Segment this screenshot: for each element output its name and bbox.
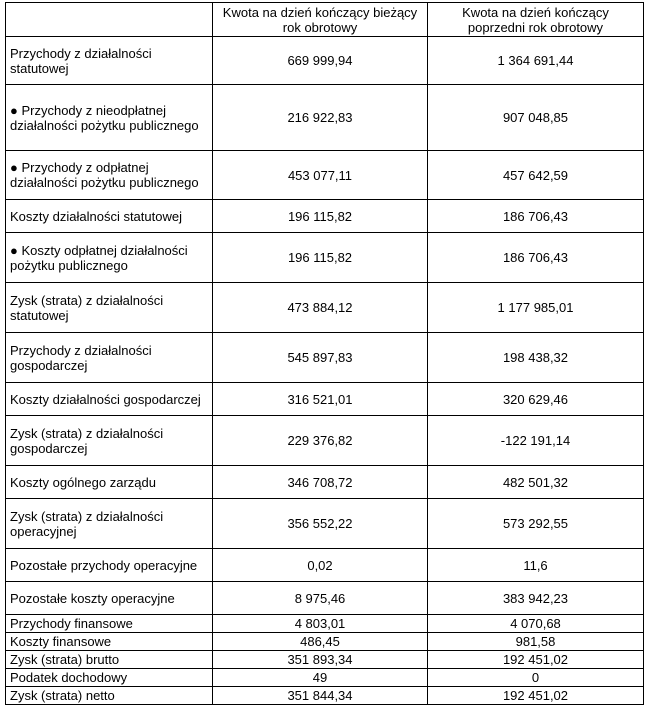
row-label: Koszty ogólnego zarządu xyxy=(6,466,213,499)
previous-year-value: 192 451,02 xyxy=(428,651,644,669)
row-label: ● Przychody z odpłatnej działalności pożytku publicznego xyxy=(6,151,213,200)
current-year-value: 453 077,11 xyxy=(213,151,428,200)
row-label: Koszty działalności statutowej xyxy=(6,200,213,233)
current-year-value: 196 115,82 xyxy=(213,200,428,233)
table-row xyxy=(6,651,644,669)
previous-year-value: 11,6 xyxy=(428,549,644,582)
current-year-value: 0,02 xyxy=(213,549,428,582)
table-row xyxy=(6,85,644,151)
table-row xyxy=(6,283,644,333)
table-row xyxy=(6,499,644,549)
row-label: Pozostałe przychody operacyjne xyxy=(6,549,213,582)
current-year-value: 49 xyxy=(213,669,428,687)
row-label: Przychody z działalności gospodarczej xyxy=(6,333,213,383)
table-row xyxy=(6,669,644,687)
previous-year-value: 4 070,68 xyxy=(428,615,644,633)
current-year-value: 486,45 xyxy=(213,633,428,651)
current-year-value: 8 975,46 xyxy=(213,582,428,615)
header-label-cell xyxy=(6,3,213,37)
table-header-row xyxy=(6,3,644,37)
table-row xyxy=(6,200,644,233)
previous-year-value: 192 451,02 xyxy=(428,687,644,705)
previous-year-value: 1 364 691,44 xyxy=(428,37,644,85)
row-label: ● Przychody z nieodpłatnej działalności pożytku publicznego xyxy=(6,85,213,151)
row-label: Zysk (strata) z działalności statutowej xyxy=(6,283,213,333)
current-year-value: 351 844,34 xyxy=(213,687,428,705)
table-row xyxy=(6,37,644,85)
previous-year-value: 0 xyxy=(428,669,644,687)
row-label: Pozostałe koszty operacyjne xyxy=(6,582,213,615)
current-year-value: 316 521,01 xyxy=(213,383,428,416)
table-row xyxy=(6,151,644,200)
table-row xyxy=(6,466,644,499)
financial-table xyxy=(5,2,644,705)
row-label: Zysk (strata) netto xyxy=(6,687,213,705)
previous-year-value: 981,58 xyxy=(428,633,644,651)
current-year-value: 473 884,12 xyxy=(213,283,428,333)
previous-year-value: 907 048,85 xyxy=(428,85,644,151)
header-previous-year: Kwota na dzień kończący poprzedni rok obrotowy xyxy=(428,3,644,37)
table-row xyxy=(6,633,644,651)
table-row xyxy=(6,549,644,582)
current-year-value: 356 552,22 xyxy=(213,499,428,549)
row-label: ● Koszty odpłatnej działalności pożytku publicznego xyxy=(6,233,213,283)
current-year-value: 346 708,72 xyxy=(213,466,428,499)
previous-year-value: 186 706,43 xyxy=(428,233,644,283)
previous-year-value: 198 438,32 xyxy=(428,333,644,383)
current-year-value: 229 376,82 xyxy=(213,416,428,466)
table-row xyxy=(6,615,644,633)
row-label: Zysk (strata) z działalności operacyjnej xyxy=(6,499,213,549)
previous-year-value: 482 501,32 xyxy=(428,466,644,499)
table-row xyxy=(6,383,644,416)
row-label: Przychody finansowe xyxy=(6,615,213,633)
row-label: Przychody z działalności statutowej xyxy=(6,37,213,85)
current-year-value: 545 897,83 xyxy=(213,333,428,383)
header-current-year: Kwota na dzień kończący bieżący rok obrotowy xyxy=(213,3,428,37)
row-label: Zysk (strata) z działalności gospodarczej xyxy=(6,416,213,466)
current-year-value: 196 115,82 xyxy=(213,233,428,283)
row-label: Koszty działalności gospodarczej xyxy=(6,383,213,416)
row-label: Koszty finansowe xyxy=(6,633,213,651)
table-row xyxy=(6,333,644,383)
previous-year-value: 573 292,55 xyxy=(428,499,644,549)
row-label: Zysk (strata) brutto xyxy=(6,651,213,669)
previous-year-value: 383 942,23 xyxy=(428,582,644,615)
previous-year-value: 186 706,43 xyxy=(428,200,644,233)
previous-year-value: 1 177 985,01 xyxy=(428,283,644,333)
previous-year-value: 320 629,46 xyxy=(428,383,644,416)
table-row xyxy=(6,233,644,283)
current-year-value: 4 803,01 xyxy=(213,615,428,633)
previous-year-value: -122 191,14 xyxy=(428,416,644,466)
current-year-value: 669 999,94 xyxy=(213,37,428,85)
row-label: Podatek dochodowy xyxy=(6,669,213,687)
table-row xyxy=(6,687,644,705)
previous-year-value: 457 642,59 xyxy=(428,151,644,200)
table-row xyxy=(6,416,644,466)
table-row xyxy=(6,582,644,615)
current-year-value: 216 922,83 xyxy=(213,85,428,151)
current-year-value: 351 893,34 xyxy=(213,651,428,669)
